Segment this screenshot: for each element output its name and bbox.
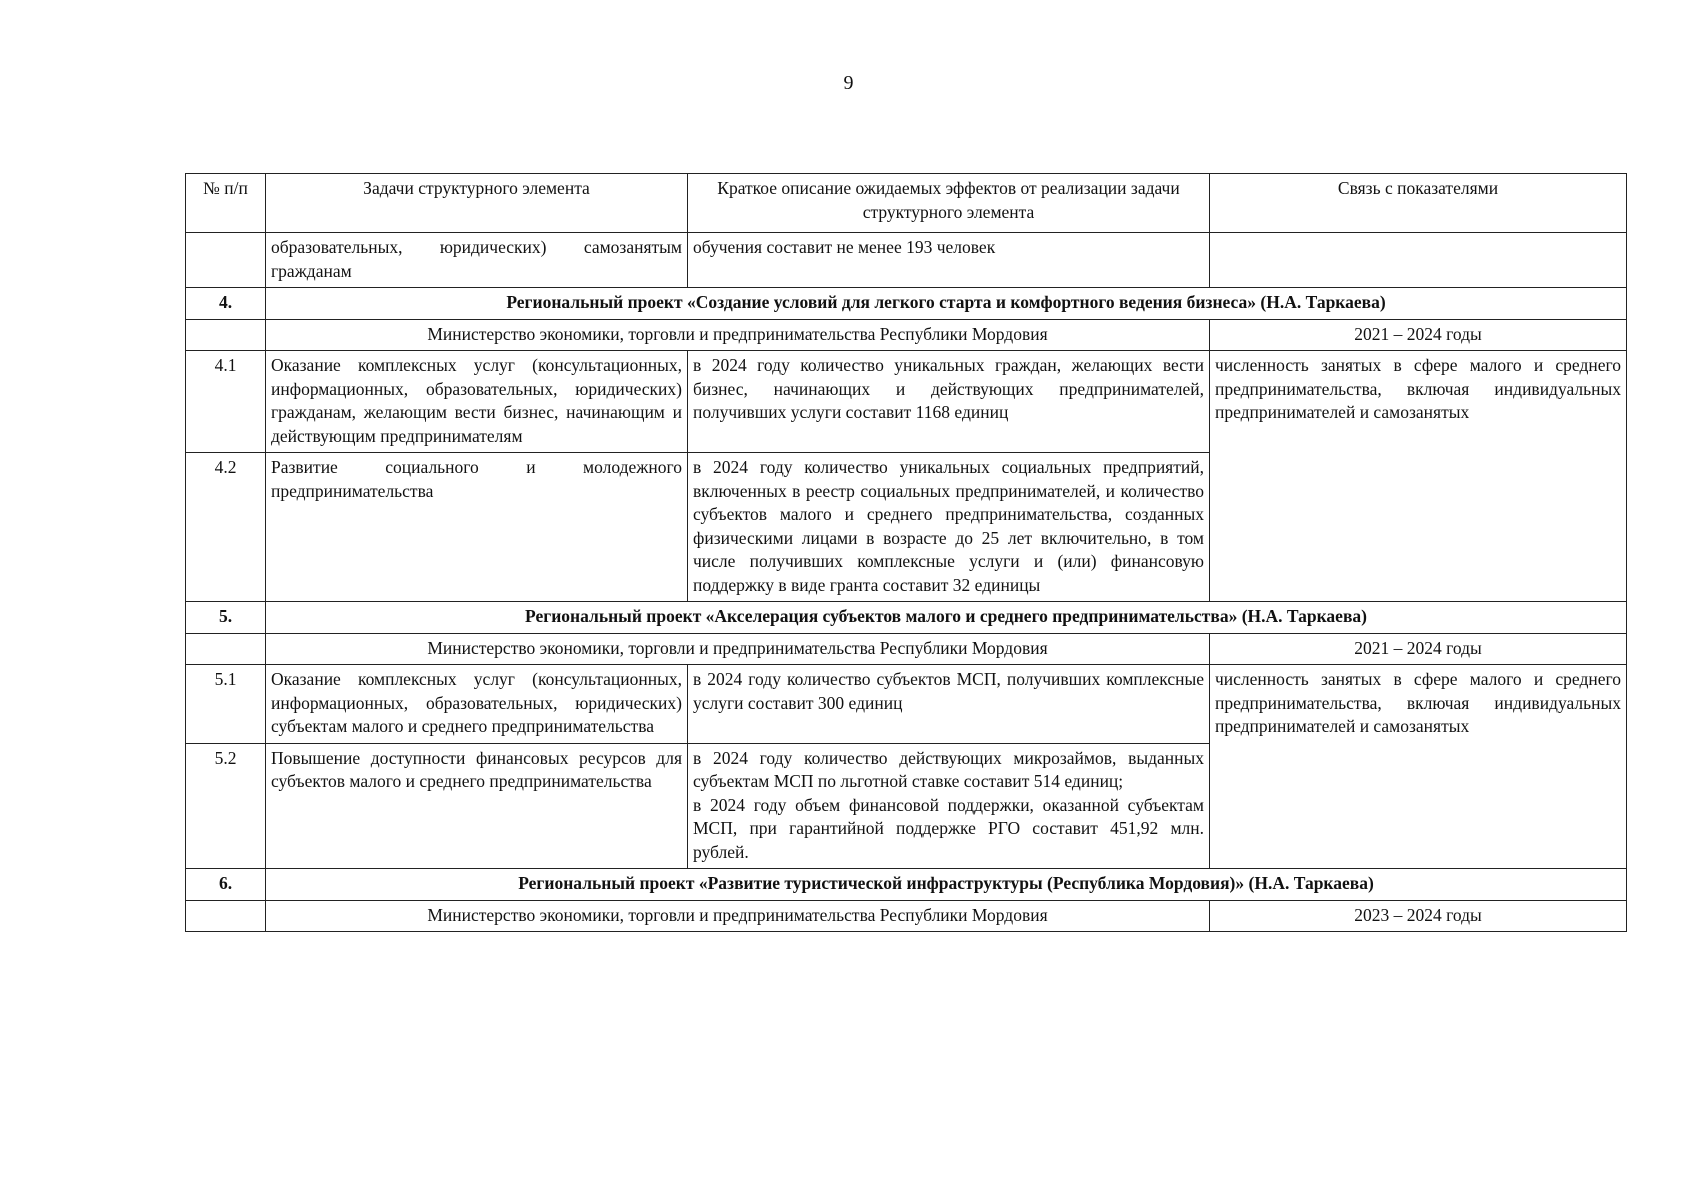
table-row-4-1 (186, 351, 1627, 453)
section-4-title-row (186, 288, 1627, 320)
section-6-num: 6. (186, 869, 266, 901)
table-row-5-1 (186, 665, 1627, 744)
section-5-years: 2021 – 2024 годы (1210, 633, 1627, 665)
section-4-num: 4. (186, 288, 266, 320)
section-6-years: 2023 – 2024 годы (1210, 900, 1627, 932)
section-6-ministry-num (186, 900, 266, 932)
structural-elements-table (185, 173, 1627, 932)
row-4-2-effect: в 2024 году количество уникальных социальных предприятий, включенных в реестр социальных предпринимателей, и количество субъектов малого и среднего предпринимательства, созданных физическими лицами в возрасте до 25 лет включительно, в том числе получивших комплексные услуги и (или) финансовую поддержку в виде гранта составит 32 единицы (688, 453, 1210, 602)
section-4-years: 2021 – 2024 годы (1210, 319, 1627, 351)
section-6-ministry-row (186, 900, 1627, 932)
continuation-effect: обучения составит не менее 193 человек (688, 233, 1210, 288)
section-5-ministry-num (186, 633, 266, 665)
section-4-ministry-row (186, 319, 1627, 351)
section-6-ministry: Министерство экономики, торговли и предпринимательства Республики Мордовия (266, 900, 1210, 932)
section-5-ministry-row (186, 633, 1627, 665)
row-5-2-task: Повышение доступности финансовых ресурсов для субъектов малого и среднего предпринимательства (266, 743, 688, 869)
continuation-link (1210, 233, 1627, 288)
section-5-title: Региональный проект «Акселерация субъектов малого и среднего предпринимательства» (Н.А. Таркаева) (266, 602, 1627, 634)
section-4-ministry: Министерство экономики, торговли и предпринимательства Республики Мордовия (266, 319, 1210, 351)
row-5-2-effect-line-1: в 2024 году количество действующих микрозаймов, выданных субъектам МСП по льготной ставке составит 514 единиц; (693, 747, 1204, 791)
header-effects: Краткое описание ожидаемых эффектов от реализации задачи структурного элемента (688, 174, 1210, 233)
header-num: № п/п (186, 174, 266, 233)
row-4-2-task: Развитие социального и молодежного предпринимательства (266, 453, 688, 602)
section-5-title-row (186, 602, 1627, 634)
continuation-task: образовательных, юридических) самозанятым гражданам (266, 233, 688, 288)
section-4-indicator: численность занятых в сфере малого и среднего предпринимательства, включая индивидуальных предпринимателей и самозанятых (1210, 351, 1627, 602)
page-number: 9 (843, 72, 854, 94)
row-5-1-task: Оказание комплексных услуг (консультационных, информационных, образовательных, юридических) субъектам малого и среднего предпринимательства (266, 665, 688, 744)
row-4-1-task: Оказание комплексных услуг (консультационных, информационных, образовательных, юридических) гражданам, желающим вести бизнес, начинающим и действующим предпринимателям (266, 351, 688, 453)
section-4-title: Региональный проект «Создание условий для легкого старта и комфортного ведения бизнеса» (Н.А. Таркаева) (266, 288, 1627, 320)
row-5-2-num: 5.2 (186, 743, 266, 869)
header-tasks: Задачи структурного элемента (266, 174, 688, 233)
row-5-1-num: 5.1 (186, 665, 266, 744)
table-row-continuation (186, 233, 1627, 288)
section-5-ministry: Министерство экономики, торговли и предпринимательства Республики Мордовия (266, 633, 1210, 665)
section-5-num: 5. (186, 602, 266, 634)
row-4-2-num: 4.2 (186, 453, 266, 602)
row-5-2-effect-line-2: в 2024 году объем финансовой поддержки, оказанной субъектам МСП, при гарантийной поддержке РГО составит 451,92 млн. рублей. (693, 794, 1204, 862)
continuation-num (186, 233, 266, 288)
section-6-title: Региональный проект «Развитие туристической инфраструктуры (Республика Мордовия)» (Н.А. Таркаева) (266, 869, 1627, 901)
row-4-1-num: 4.1 (186, 351, 266, 453)
row-4-1-effect: в 2024 году количество уникальных граждан, желающих вести бизнес, начинающих и действующих предпринимателей, получивших услуги составит 1168 единиц (688, 351, 1210, 453)
table-header-row (186, 174, 1627, 233)
row-5-1-effect: в 2024 году количество субъектов МСП, получивших комплексные услуги составит 300 единиц (688, 665, 1210, 744)
section-5-indicator: численность занятых в сфере малого и среднего предпринимательства, включая индивидуальных предпринимателей и самозанятых (1210, 665, 1627, 869)
row-5-2-effect (688, 743, 1210, 869)
header-link: Связь с показателями (1210, 174, 1627, 233)
section-4-ministry-num (186, 319, 266, 351)
section-6-title-row (186, 869, 1627, 901)
